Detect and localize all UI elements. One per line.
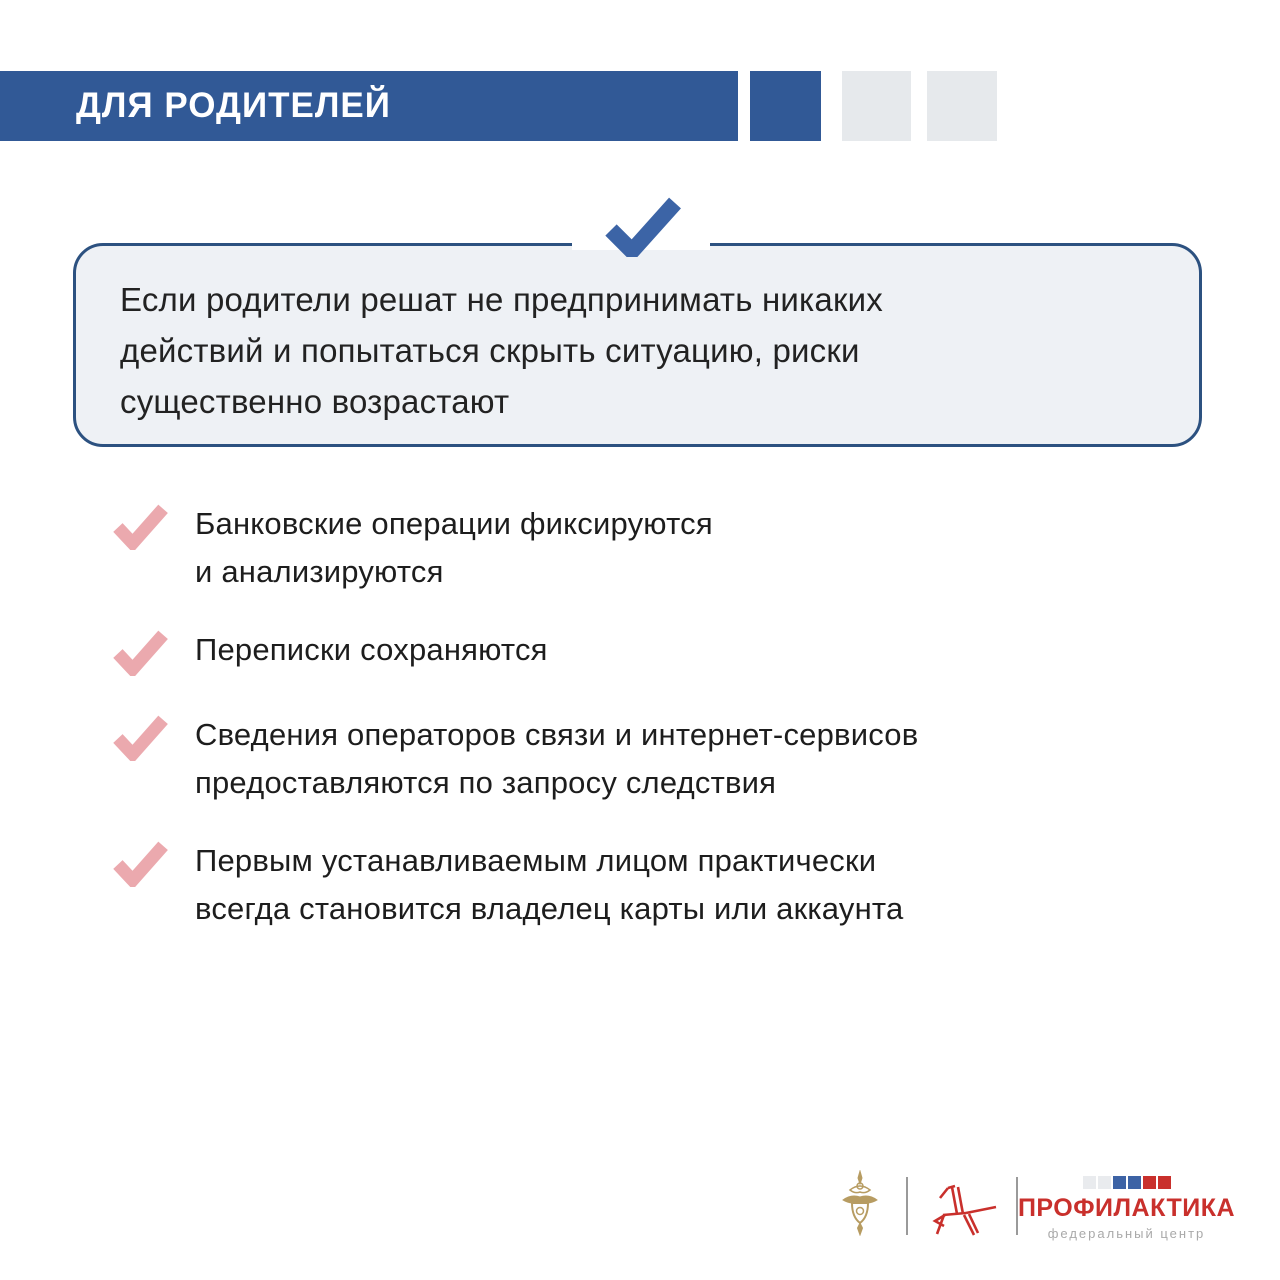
brand-subtitle: федеральный центр (1047, 1226, 1206, 1241)
bullet-check-icon (113, 503, 168, 550)
brand-square (1113, 1176, 1126, 1189)
list-item (113, 500, 713, 596)
brand-square (1143, 1176, 1156, 1189)
check-icon (604, 197, 682, 257)
list-item-line: Банковские операции фиксируются (195, 506, 713, 541)
list-item-line: Переписки сохраняются (195, 632, 548, 667)
footer-divider (906, 1177, 908, 1235)
list-item-text (195, 626, 548, 674)
list-item-line: Сведения операторов связи и интернет-сервисов (195, 717, 919, 752)
callout-line: Если родители решат не предпринимать никаких (120, 281, 883, 318)
header-accent-square-blue (750, 71, 821, 141)
header-bar (0, 71, 738, 141)
callout-line: существенно возрастают (120, 383, 510, 420)
horse-logo-icon (924, 1174, 998, 1236)
list-item (113, 626, 548, 676)
header-accent-square-gray-1 (842, 71, 911, 141)
callout-text (120, 274, 1130, 427)
list-item (113, 837, 903, 933)
brand-squares (1083, 1176, 1171, 1189)
brand-square (1083, 1176, 1096, 1189)
list-item-line: всегда становится владелец карты или аккаунта (195, 891, 904, 926)
mvd-emblem-icon (841, 1170, 879, 1236)
callout-line: действий и попытаться скрыть ситуацию, риски (120, 332, 860, 369)
brand-logo (1017, 1176, 1236, 1241)
list-item (113, 711, 918, 807)
list-item-text (195, 837, 903, 933)
list-item-text (195, 711, 918, 807)
page-title: ДЛЯ РОДИТЕЛЕЙ (76, 86, 391, 125)
brand-square (1128, 1176, 1141, 1189)
brand-square (1158, 1176, 1171, 1189)
brand-square (1098, 1176, 1111, 1189)
header-accent-square-gray-2 (927, 71, 997, 141)
bullet-check-icon (113, 629, 168, 676)
list-item-text (195, 500, 713, 596)
list-item-line: Первым устанавливаемым лицом практически (195, 843, 877, 878)
brand-name: ПРОФИЛАКТИКА (1017, 1194, 1236, 1222)
list-item-line: и анализируются (195, 554, 444, 589)
list-item-line: предоставляются по запросу следствия (195, 765, 777, 800)
bullet-check-icon (113, 840, 168, 887)
bullet-check-icon (113, 714, 168, 761)
